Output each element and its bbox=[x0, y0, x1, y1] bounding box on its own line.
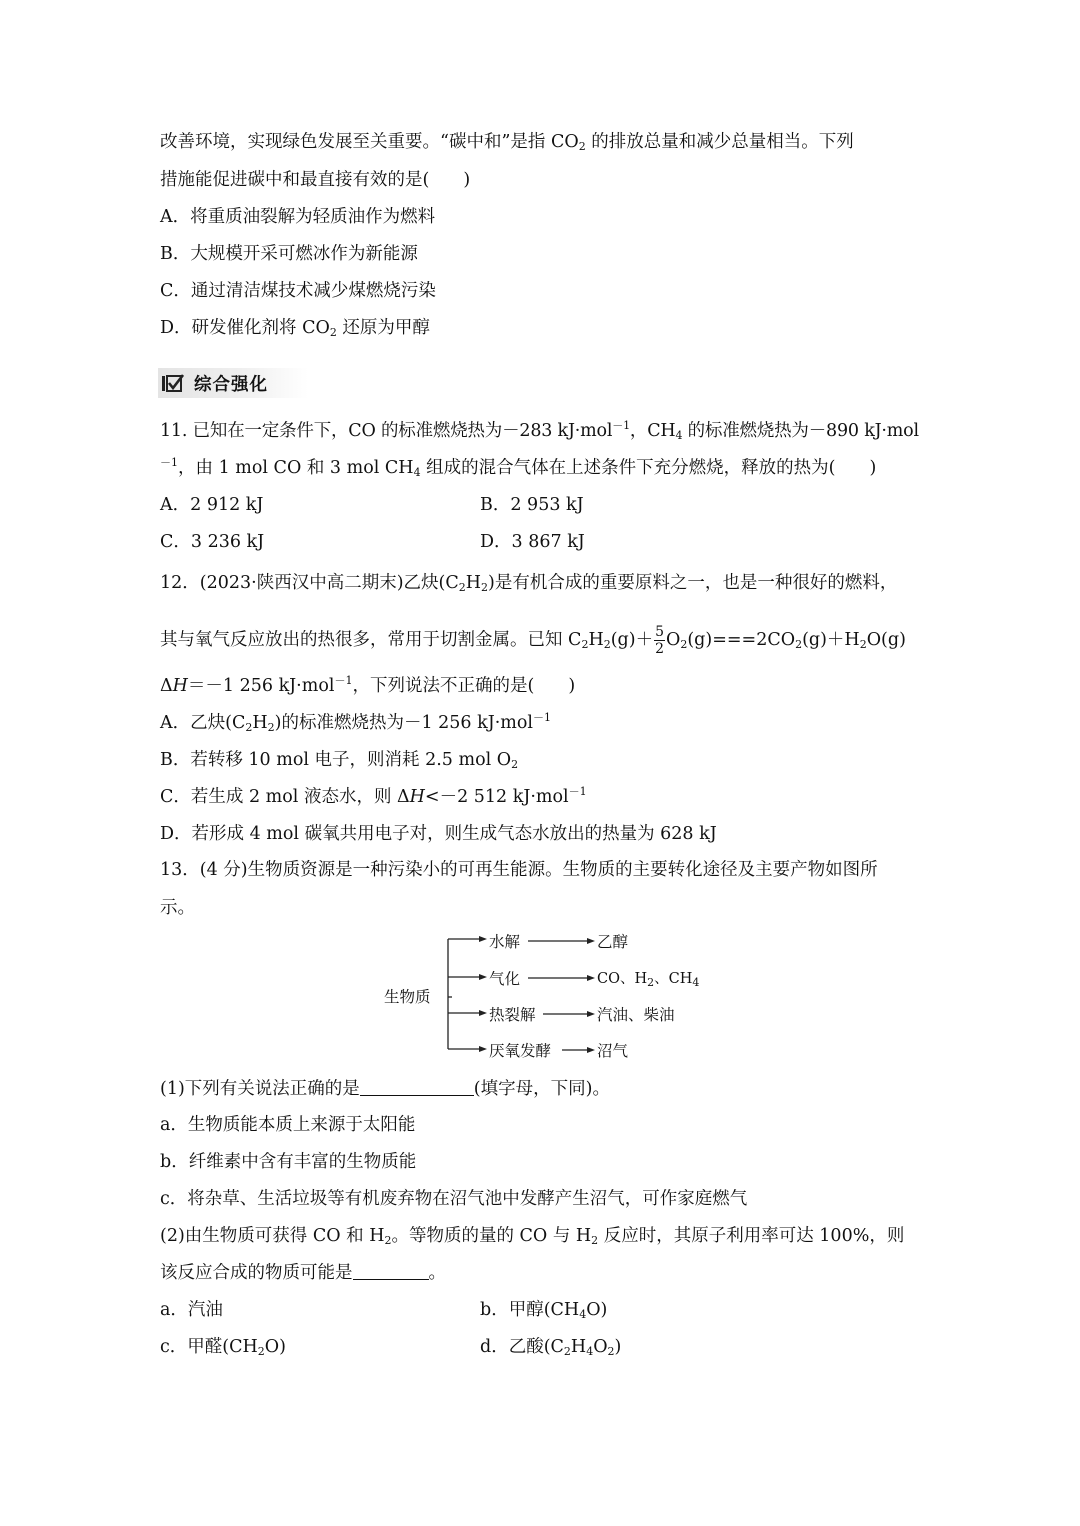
q10-option-b: B．大规模开采可燃冰作为新能源 bbox=[160, 244, 418, 264]
q13-part2-stem-line2: 该反应合成的物质可能是 。 bbox=[160, 1263, 446, 1283]
answer-blank-1[interactable] bbox=[360, 1077, 474, 1096]
q13-part2-stem-line1: (2)由生物质可获得 CO 和 $H_2$。等物质的量的 CO 与 $H_2$ 反应时，其原子利用率可达 100%，则 bbox=[160, 1226, 905, 1247]
q12-option-b: B．若转移 10 mol 电子，则消耗 2.5 mol $O_2$ bbox=[160, 750, 519, 771]
q13-part2-option-b: b．甲醇$(CH_4O)$ bbox=[480, 1300, 608, 1321]
q12-stem-line3: ΔH＝－1 256 kJ·mol$^{-1}$，下列说法不正确的是( ) bbox=[160, 674, 576, 696]
answer-blank-2[interactable] bbox=[353, 1261, 429, 1280]
q13-part1-option-c: c．将杂草、生活垃圾等有机废弃物在沼气池中发酵产生沼气，可作家庭燃气 bbox=[160, 1189, 748, 1209]
diagram-process-hydrolysis: 水解 bbox=[489, 933, 521, 951]
diagram-process-gasification: 气化 bbox=[489, 970, 521, 988]
q13-part1-option-b: b．纤维素中含有丰富的生物质能 bbox=[160, 1152, 417, 1172]
diagram-process-anaerobic: 厌氧发酵 bbox=[489, 1042, 552, 1060]
q13-part1-stem: (1)下列有关说法正确的是 (填字母，下同)。 bbox=[160, 1079, 610, 1099]
q13-part2-option-c: c．甲醛$(CH_2O)$ bbox=[160, 1337, 286, 1358]
diagram-product-biogas: 沼气 bbox=[597, 1042, 629, 1060]
q12-option-c: C．若生成 2 mol 液态水，则 ΔH<－2 512 kJ·mol$^{-1}$ bbox=[160, 785, 587, 807]
diagram-root: 生物质 bbox=[384, 988, 431, 1006]
checkbox-check-icon bbox=[162, 373, 184, 393]
q12-stem-line1: 12．(2023·陕西汉中高二期末)乙炔$(C_2H_2)$是有机合成的重要原料之一，也是一种很好的燃料， bbox=[160, 573, 898, 594]
fraction-five-halves: $\frac{5}{2}$ bbox=[655, 624, 664, 657]
q10-stem-line1: 改善环境，实现绿色发展至关重要。“碳中和”是指 $CO_2$ 的排放总量和减少总量相当。下列 bbox=[160, 132, 854, 153]
q10-option-c: C．通过清洁煤技术减少煤燃烧污染 bbox=[160, 281, 436, 301]
diagram-product-syngas: CO、$H_2$、$CH_4$ bbox=[597, 971, 700, 989]
section-title: 综合强化 bbox=[194, 375, 268, 395]
section-header bbox=[158, 368, 308, 398]
q13-part2-option-a: a．汽油 bbox=[160, 1300, 223, 1320]
q10-stem-line2: 措施能促进碳中和最直接有效的是( ) bbox=[160, 170, 471, 190]
q10-option-d: D．研发催化剂将 $CO_2$ 还原为甲醇 bbox=[160, 318, 430, 339]
q13-part1-option-a: a．生物质能本质上来源于太阳能 bbox=[160, 1115, 416, 1135]
q11-stem-line2: $^{-1}$，由 1 mol CO 和 3 mol $CH_4$ 组成的混合气体在上述条件下充分燃烧，释放的热为( ) bbox=[160, 456, 877, 479]
diagram-process-pyrolysis: 热裂解 bbox=[489, 1006, 536, 1024]
q12-stem-line2: 其与氧气反应放出的热很多，常用于切割金属。已知 $C_2H_2(g)+$ $\frac{5}{2}$ $O_2(g)===2CO_2(g)+H_2O(g)$ bbox=[160, 624, 906, 657]
q10-option-a: A．将重质油裂解为轻质油作为燃料 bbox=[160, 207, 436, 227]
q13-stem-line1: 13．(4 分)生物质资源是一种污染小的可再生能源。生物质的主要转化途径及主要产物如图所 bbox=[160, 860, 878, 880]
diagram-product-fuel-oil: 汽油、柴油 bbox=[597, 1006, 675, 1024]
diagram-product-ethanol: 乙醇 bbox=[597, 933, 629, 951]
q11-option-a: A．2 912 kJ bbox=[160, 495, 264, 515]
q11-stem-line1: 11. 已知在一定条件下，CO 的标准燃烧热为－283 kJ·mol$^{-1}$，$CH_4$ 的标准燃烧热为－890 kJ·mol bbox=[160, 419, 919, 442]
q13-stem-line2: 示。 bbox=[160, 898, 195, 918]
q12-option-d: D．若形成 4 mol 碳氧共用电子对，则生成气态水放出的热量为 628 kJ bbox=[160, 824, 717, 844]
q12-option-a: A．乙炔$(C_2H_2)$的标准燃烧热为－1 256 kJ·mol$^{-1}$ bbox=[160, 711, 552, 734]
q11-option-d: D．3 867 kJ bbox=[480, 532, 585, 552]
q11-option-b: B．2 953 kJ bbox=[480, 495, 584, 515]
q13-part2-option-d: d．乙酸$(C_2H_4O_2)$ bbox=[480, 1337, 622, 1358]
q11-option-c: C．3 236 kJ bbox=[160, 532, 265, 552]
